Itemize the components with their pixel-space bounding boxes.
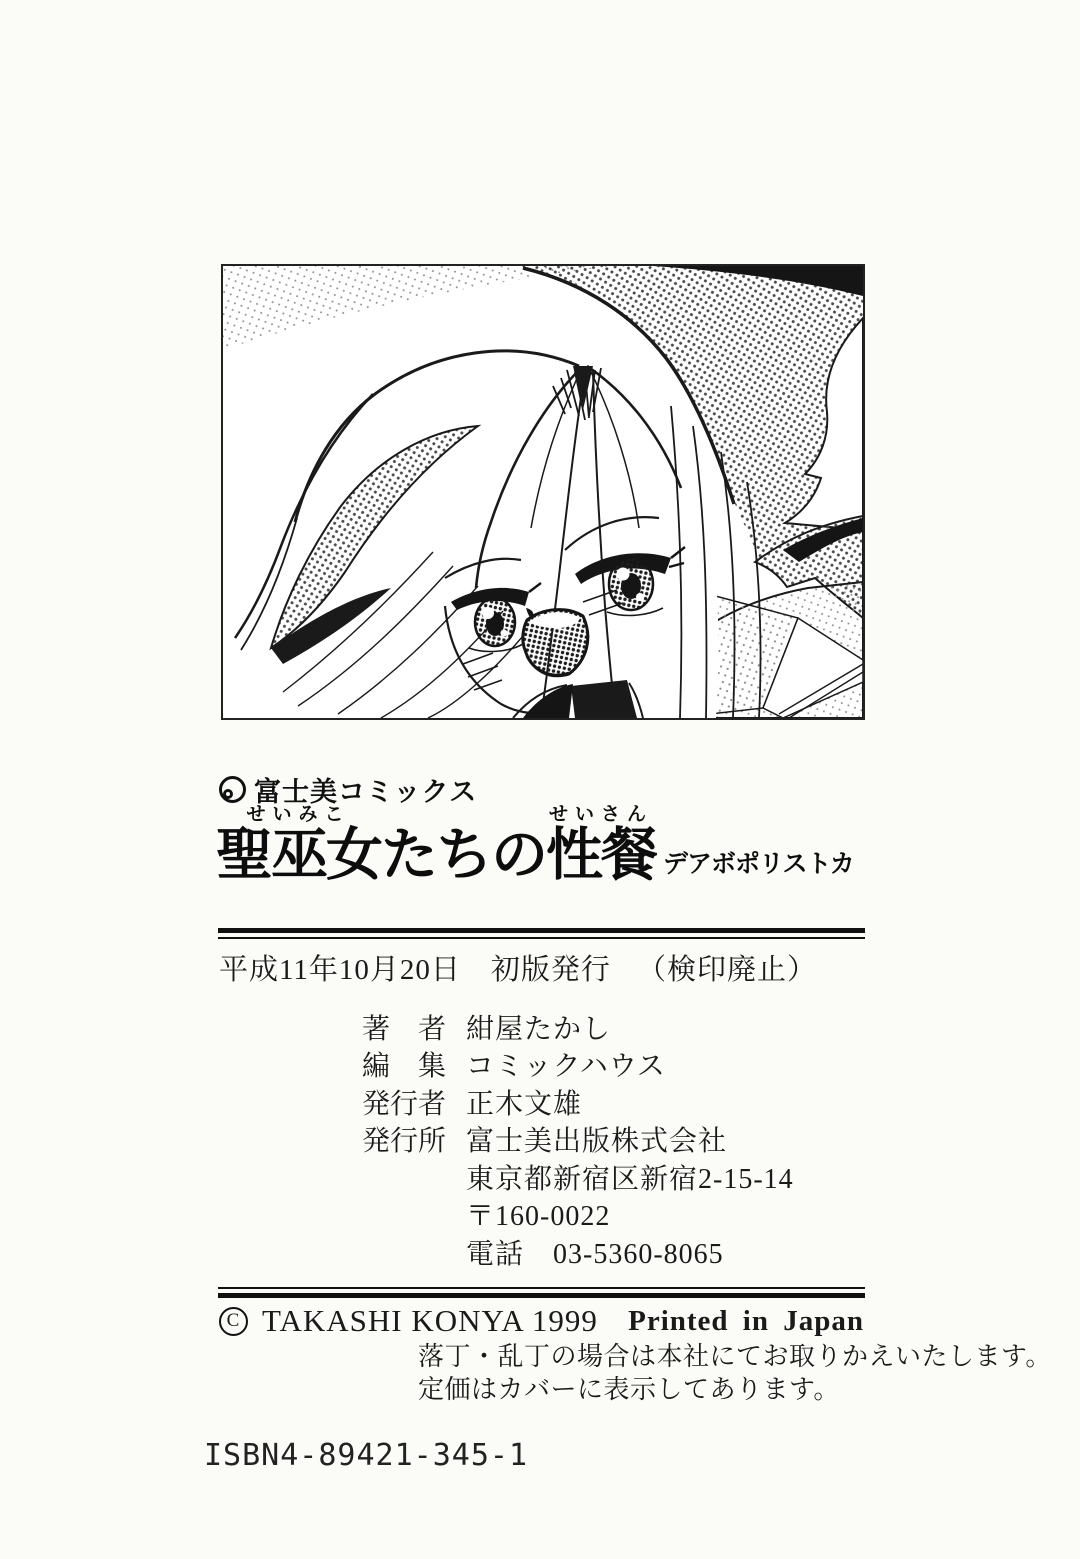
fujimi-logo-icon [219,776,246,803]
manga-illustration-frame [221,264,865,720]
credit-row-postal: 〒160-0022 [466,1201,611,1233]
manga-illustration [223,266,863,718]
credit-row-author: 著 者 紺屋たかし [362,1013,612,1045]
colophon-notes [418,1340,1052,1406]
book-title [216,804,854,886]
credit-row-editor: 編 集 コミックハウス [362,1051,666,1083]
copyright-notice [219,1303,598,1339]
credit-row-address: 東京都新宿区新宿2-15-14 [466,1163,794,1195]
title-divider-rule [218,928,865,939]
printed-in-japan: Printed in Japan [628,1304,864,1337]
colophon-divider-rule [218,1287,865,1298]
title-middle: たちの [381,823,546,887]
title-furigana-1: せいみこ [216,804,381,825]
isbn-number: ISBN4-89421-345-1 [204,1438,529,1473]
credit-row-issuer: 発行者 正木文雄 [362,1088,583,1120]
copyright-row [219,1303,864,1339]
title-ruby-1: 聖巫女せいみこ [216,804,381,887]
note-price: 定価はカバーに表示してあります。 [418,1375,840,1404]
edition-date: 平成11年10月20日 初版発行 [219,954,611,986]
copyright-text: TAKASHI KONYA 1999 [262,1303,598,1338]
book-title-main [216,804,656,886]
copyright-icon: C [219,1307,248,1336]
credit-row-publisher: 発行所 富士美出版株式会社 [362,1126,728,1158]
title-ruby-2: 性餐せいさん [546,804,656,887]
title-furigana-2: せいさん [546,804,656,825]
publisher-series-name: 富士美コミックス [254,777,478,807]
credits-block [362,1008,794,1271]
inspection-stamp-note: （検印廃止） [636,954,817,986]
edition-line [219,947,817,988]
credit-row-phone: 電話 03-5360-8065 [466,1238,724,1270]
note-replacement: 落丁・乱丁の場合は本社にてお取りかえいたします。 [418,1342,1052,1371]
book-subtitle: デアボポリストカ [663,849,854,878]
